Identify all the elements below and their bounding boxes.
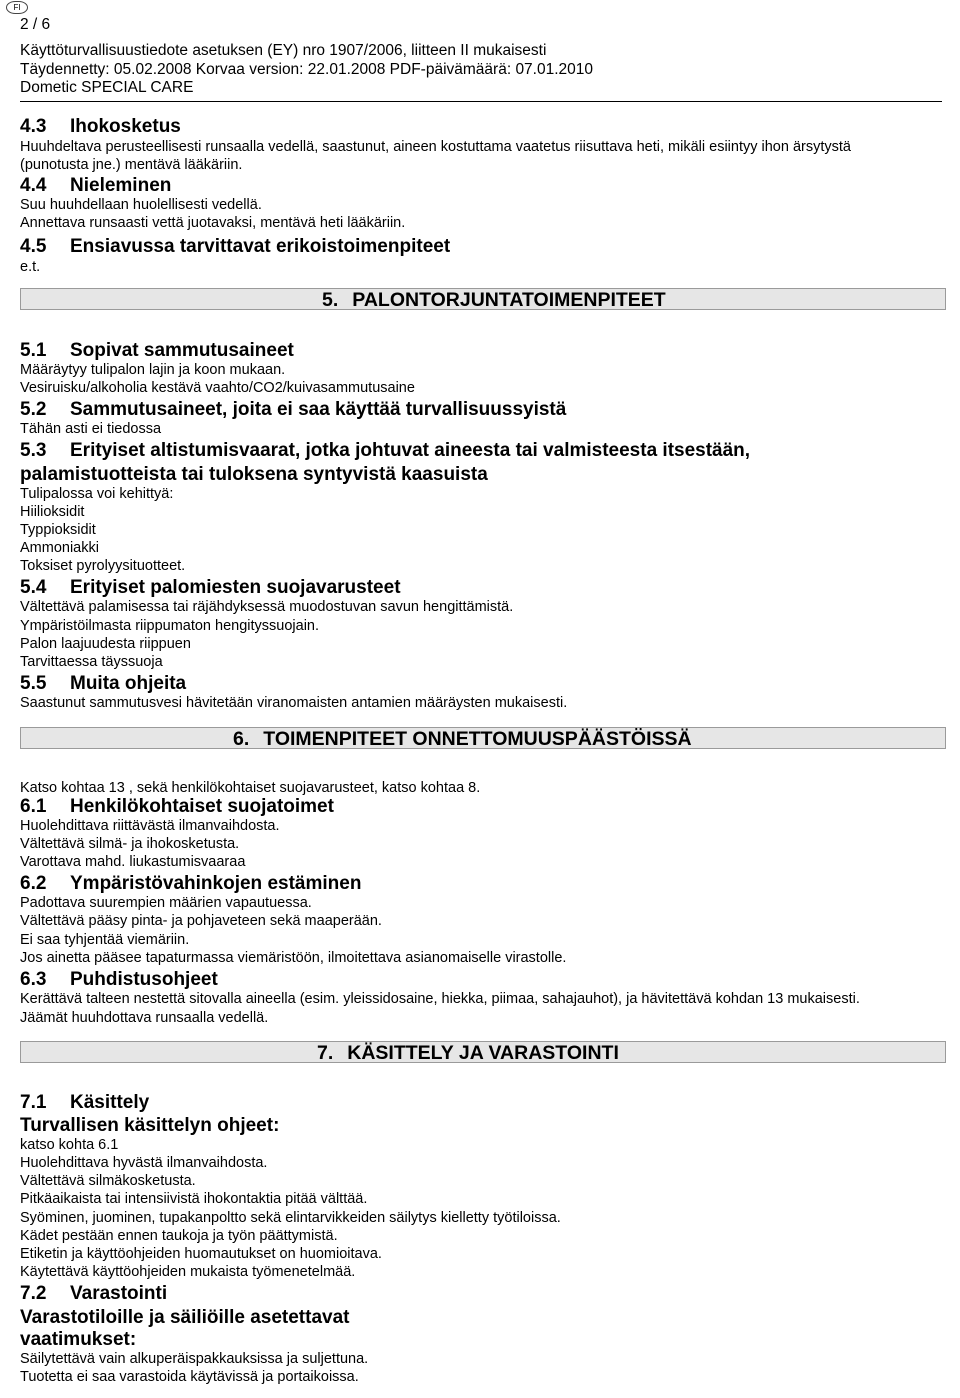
section-7-1-text-7: Etiketin ja käyttöohjeiden huomautukset on huomioitava. <box>20 1246 382 1262</box>
section-7-1-heading: 7.1 Käsittely <box>20 1092 150 1113</box>
section-5-3-text-5: Toksiset pyrolyysituotteet. <box>20 558 186 574</box>
section-6-intro: Katso kohtaa 13 , sekä henkilökohtaiset suojavarusteet, katso kohtaa 8. <box>20 780 481 796</box>
section-6-3-heading: 6.3 Puhdistusohjeet <box>20 969 218 990</box>
section-7-1-text-3: Vältettävä silmäkosketusta. <box>20 1173 196 1189</box>
section-4-4-text-2: Annettava runsaasti vettä juotavaksi, mentävä heti lääkäriin. <box>20 215 406 231</box>
section-5-3-text-4: Ammoniakki <box>20 540 99 556</box>
section-5-5-heading: 5.5 Muita ohjeita <box>20 673 187 694</box>
section-6-banner <box>20 727 946 749</box>
section-5-1-heading: 5.1 Sopivat sammutusaineet <box>20 340 294 361</box>
section-6-2-text-2: Vältettävä pääsy pinta- ja pohjaveteen sekä maaperään. <box>20 913 382 929</box>
section-5-2-heading: 5.2 Sammutusaineet, joita ei saa käyttää turvallisuussyistä <box>20 399 567 420</box>
section-7-1-text-5: Syöminen, juominen, tupakanpoltto sekä elintarvikkeiden säilytys kielletty työtiloissa. <box>20 1210 561 1226</box>
section-7-1-text-2: Huolehdittava hyvästä ilmanvaihdosta. <box>20 1155 268 1171</box>
section-7-2-subheading-cont: vaatimukset: <box>20 1329 137 1350</box>
section-6-1-text-2: Vältettävä silmä- ja ihokosketusta. <box>20 836 240 852</box>
document-title: Käyttöturvallisuustiedote asetuksen (EY) nro 1907/2006, liitteen II mukaisesti <box>20 42 547 59</box>
revision-info: Täydennetty: 05.02.2008 Korvaa version: 22.01.2008 PDF-päivämäärä: 07.01.2010 <box>20 61 594 78</box>
section-5-3-text-3: Typpioksidit <box>20 522 96 538</box>
section-6-2-text-4: Jos ainetta pääsee tapaturmassa viemäristöön, ilmoitettava asianomaiselle virastolle. <box>20 950 567 966</box>
section-6-title: 6. TOIMENPITEET ONNETTOMUUSPÄÄSTÖISSÄ <box>233 728 692 750</box>
section-4-4-heading: 4.4 Nieleminen <box>20 175 172 196</box>
section-5-1-text-2: Vesiruisku/alkoholia kestävä vaahto/CO2/kuivasammutusaine <box>20 380 415 396</box>
section-6-2-heading: 6.2 Ympäristövahinkojen estäminen <box>20 873 362 894</box>
section-5-3-heading: 5.3 Erityiset altistumisvaarat, jotka johtuvat aineesta tai valmisteesta itsestään, <box>20 440 751 461</box>
section-7-banner <box>20 1041 946 1063</box>
section-6-1-text-3: Varottava mahd. liukastumisvaaraa <box>20 854 246 870</box>
section-6-1-heading: 6.1 Henkilökohtaiset suojatoimet <box>20 796 334 817</box>
section-5-4-text-2: Ympäristöilmasta riippumaton hengityssuojain. <box>20 618 320 634</box>
section-7-2-subheading: Varastotiloille ja säiliöille asetettavat <box>20 1307 350 1328</box>
section-5-1-text-1: Määräytyy tulipalon lajin ja koon mukaan. <box>20 362 286 378</box>
section-5-4-text-3: Palon laajuudesta riippuen <box>20 636 191 652</box>
section-4-3-heading: 4.3 Ihokosketus <box>20 116 181 137</box>
section-5-4-text-1: Vältettävä palamisessa tai räjähdyksessä muodostuvan savun hengittämistä. <box>20 599 514 615</box>
section-5-4-heading: 5.4 Erityiset palomiesten suojavarusteet <box>20 577 401 598</box>
section-6-2-text-3: Ei saa tyhjentää viemäriin. <box>20 932 190 948</box>
page-number: 2 / 6 <box>20 16 51 33</box>
section-4-5-heading: 4.5 Ensiavussa tarvittavat erikoistoimenpiteet <box>20 236 451 257</box>
section-7-1-text-4: Pitkäaikaista tai intensiivistä ihokontaktia pitää välttää. <box>20 1191 368 1207</box>
section-5-title: 5. PALONTORJUNTATOIMENPITEET <box>322 289 666 311</box>
section-7-1-text-1: katso kohta 6.1 <box>20 1137 119 1153</box>
section-7-title: 7. KÄSITTELY JA VARASTOINTI <box>317 1042 619 1064</box>
section-6-3-text-1: Kerättävä talteen nestettä sitovalla aineella (esim. yleissidosaine, hiekka, piimaa, sahajauhot), ja hävitettävä kohdan 13 mukaisesti. <box>20 991 860 1007</box>
section-7-1-text-6: Kädet pestään ennen taukoja ja työn päättymistä. <box>20 1228 338 1244</box>
section-5-3-text-1: Tulipalossa voi kehittyä: <box>20 486 174 502</box>
section-6-1-text-1: Huolehdittava riittävästä ilmanvaihdosta. <box>20 818 280 834</box>
section-5-2-text-1: Tähän asti ei tiedossa <box>20 421 162 437</box>
section-5-4-text-4: Tarvittaessa täyssuoja <box>20 654 163 670</box>
header-divider <box>20 101 942 102</box>
section-4-4-text-1: Suu huuhdellaan huolellisesti vedellä. <box>20 197 262 213</box>
section-7-1-text-8: Käytettävä käyttöohjeiden mukaista työmenetelmää. <box>20 1264 356 1280</box>
section-5-3-heading-cont: palamistuotteista tai tuloksena syntyvistä kaasuista <box>20 464 488 485</box>
section-7-2-heading: 7.2 Varastointi <box>20 1283 168 1304</box>
section-6-3-text-2: Jäämät huuhdottava runsaalla vedellä. <box>20 1010 269 1026</box>
section-5-banner <box>20 288 946 310</box>
section-6-2-text-1: Padottava suurempien määrien vapautuessa. <box>20 895 312 911</box>
section-4-3-text-2: (punotusta jne.) mentävä lääkäriin. <box>20 157 243 173</box>
product-name: Dometic SPECIAL CARE <box>20 79 194 96</box>
section-4-5-text-1: e.t. <box>20 259 41 275</box>
section-7-1-subheading: Turvallisen käsittelyn ohjeet: <box>20 1115 280 1136</box>
section-4-3-text-1: Huuhdeltava perusteellisesti runsaalla vedellä, saastunut, aineen kostuttama vaatetus riisuttava heti, mikäli esiintyy ihon ärsytystä <box>20 139 851 155</box>
language-badge: FI <box>6 1 28 14</box>
section-7-2-text-2: Tuotetta ei saa varastoida käytävissä ja portaikoissa. <box>20 1369 359 1385</box>
section-5-5-text-1: Saastunut sammutusvesi hävitetään viranomaisten antamien määräysten mukaisesti. <box>20 695 568 711</box>
section-7-2-text-1: Säilytettävä vain alkuperäispakkauksissa ja suljettuna. <box>20 1351 369 1367</box>
section-5-3-text-2: Hiilioksidit <box>20 504 85 520</box>
